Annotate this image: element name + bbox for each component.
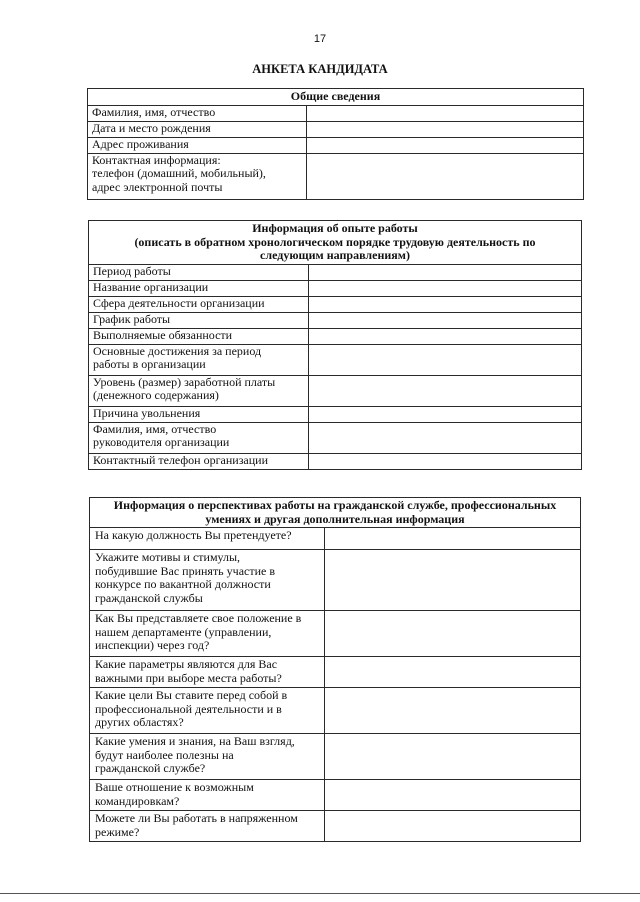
table-row <box>89 375 582 406</box>
field-label: Название организации <box>89 280 309 296</box>
field-value[interactable] <box>309 312 582 328</box>
document-title: АНКЕТА КАНДИДАТА <box>252 62 388 76</box>
field-value[interactable] <box>307 153 584 199</box>
field-label: Контактный телефон организации <box>89 453 309 469</box>
table-row <box>90 811 581 842</box>
field-value[interactable] <box>307 137 584 153</box>
field-label: Ваше отношение к возможным командировкам? <box>90 780 325 811</box>
table-row <box>90 734 581 780</box>
work-experience-header-row <box>89 221 582 265</box>
table-row <box>89 280 582 296</box>
field-label: Укажите мотивы и стимулы, побудившие Вас принять участие в конкурсе по вакантной должности гражданской службы <box>90 550 325 611</box>
table-row <box>89 344 582 375</box>
table-row <box>90 550 581 611</box>
field-label: Какие цели Вы ставите перед собой в профессиональной деятельности и в других областях? <box>90 688 325 734</box>
general-info-table <box>87 88 584 200</box>
prospects-table <box>89 497 581 842</box>
field-value[interactable] <box>325 811 581 842</box>
field-value[interactable] <box>309 453 582 469</box>
field-label: Фамилия, имя, отчество руководителя организации <box>89 422 309 453</box>
field-label: Период работы <box>89 264 309 280</box>
general-info-header-row <box>88 89 584 106</box>
table-row <box>88 121 584 137</box>
field-value[interactable] <box>307 121 584 137</box>
field-label: Какие умения и знания, на Ваш взгляд, будут наиболее полезны на гражданской службе? <box>90 734 325 780</box>
field-label: График работы <box>89 312 309 328</box>
field-label: Уровень (размер) заработной платы (денежного содержания) <box>89 375 309 406</box>
bottom-rule <box>0 893 640 894</box>
field-label: Основные достижения за период работы в организации <box>89 344 309 375</box>
field-label: Можете ли Вы работать в напряженном режиме? <box>90 811 325 842</box>
field-value[interactable] <box>325 657 581 688</box>
work-experience-body <box>89 264 582 469</box>
field-value[interactable] <box>309 296 582 312</box>
field-value[interactable] <box>325 780 581 811</box>
field-label: Как Вы представляете свое положение в нашем департаменте (управлении, инспекции) через год? <box>90 611 325 657</box>
table-row <box>90 528 581 550</box>
field-value[interactable] <box>309 328 582 344</box>
general-info-header: Общие сведения <box>88 89 584 106</box>
table-row <box>89 406 582 422</box>
field-value[interactable] <box>325 550 581 611</box>
table-row <box>89 453 582 469</box>
field-label: Фамилия, имя, отчество <box>88 105 307 121</box>
prospects-header-row <box>90 498 581 528</box>
table-row <box>88 105 584 121</box>
field-value[interactable] <box>309 264 582 280</box>
table-row <box>90 780 581 811</box>
field-label: На какую должность Вы претендуете? <box>90 528 325 550</box>
field-value[interactable] <box>325 611 581 657</box>
table-row <box>89 264 582 280</box>
field-label: Выполняемые обязанности <box>89 328 309 344</box>
page-number: 17 <box>313 33 327 45</box>
table-row <box>89 328 582 344</box>
field-value[interactable] <box>309 406 582 422</box>
table-row <box>88 153 584 199</box>
prospects-header: Информация о перспективах работы на гражданской службе, профессиональных умениях и другая дополнительная информация <box>90 498 581 528</box>
table-row <box>90 611 581 657</box>
field-label: Причина увольнения <box>89 406 309 422</box>
table-row <box>89 312 582 328</box>
field-label: Контактная информация: телефон (домашний, мобильный), адрес электронной почты <box>88 153 307 199</box>
field-label: Какие параметры являются для Вас важными при выборе места работы? <box>90 657 325 688</box>
field-value[interactable] <box>325 688 581 734</box>
field-value[interactable] <box>309 422 582 453</box>
field-value[interactable] <box>325 734 581 780</box>
table-row <box>88 137 584 153</box>
field-value[interactable] <box>309 280 582 296</box>
table-row <box>90 688 581 734</box>
field-value[interactable] <box>309 344 582 375</box>
table-row <box>89 422 582 453</box>
field-value[interactable] <box>307 105 584 121</box>
field-value[interactable] <box>309 375 582 406</box>
field-value[interactable] <box>325 528 581 550</box>
field-label: Сфера деятельности организации <box>89 296 309 312</box>
table-row <box>89 296 582 312</box>
table-row <box>90 657 581 688</box>
work-experience-header: Информация об опыте работы (описать в обратном хронологическом порядке трудовую деятельность по следующим направлениям) <box>89 221 582 265</box>
field-label: Дата и место рождения <box>88 121 307 137</box>
prospects-body <box>90 528 581 842</box>
work-experience-table <box>88 220 582 470</box>
general-info-body <box>88 105 584 199</box>
field-label: Адрес проживания <box>88 137 307 153</box>
